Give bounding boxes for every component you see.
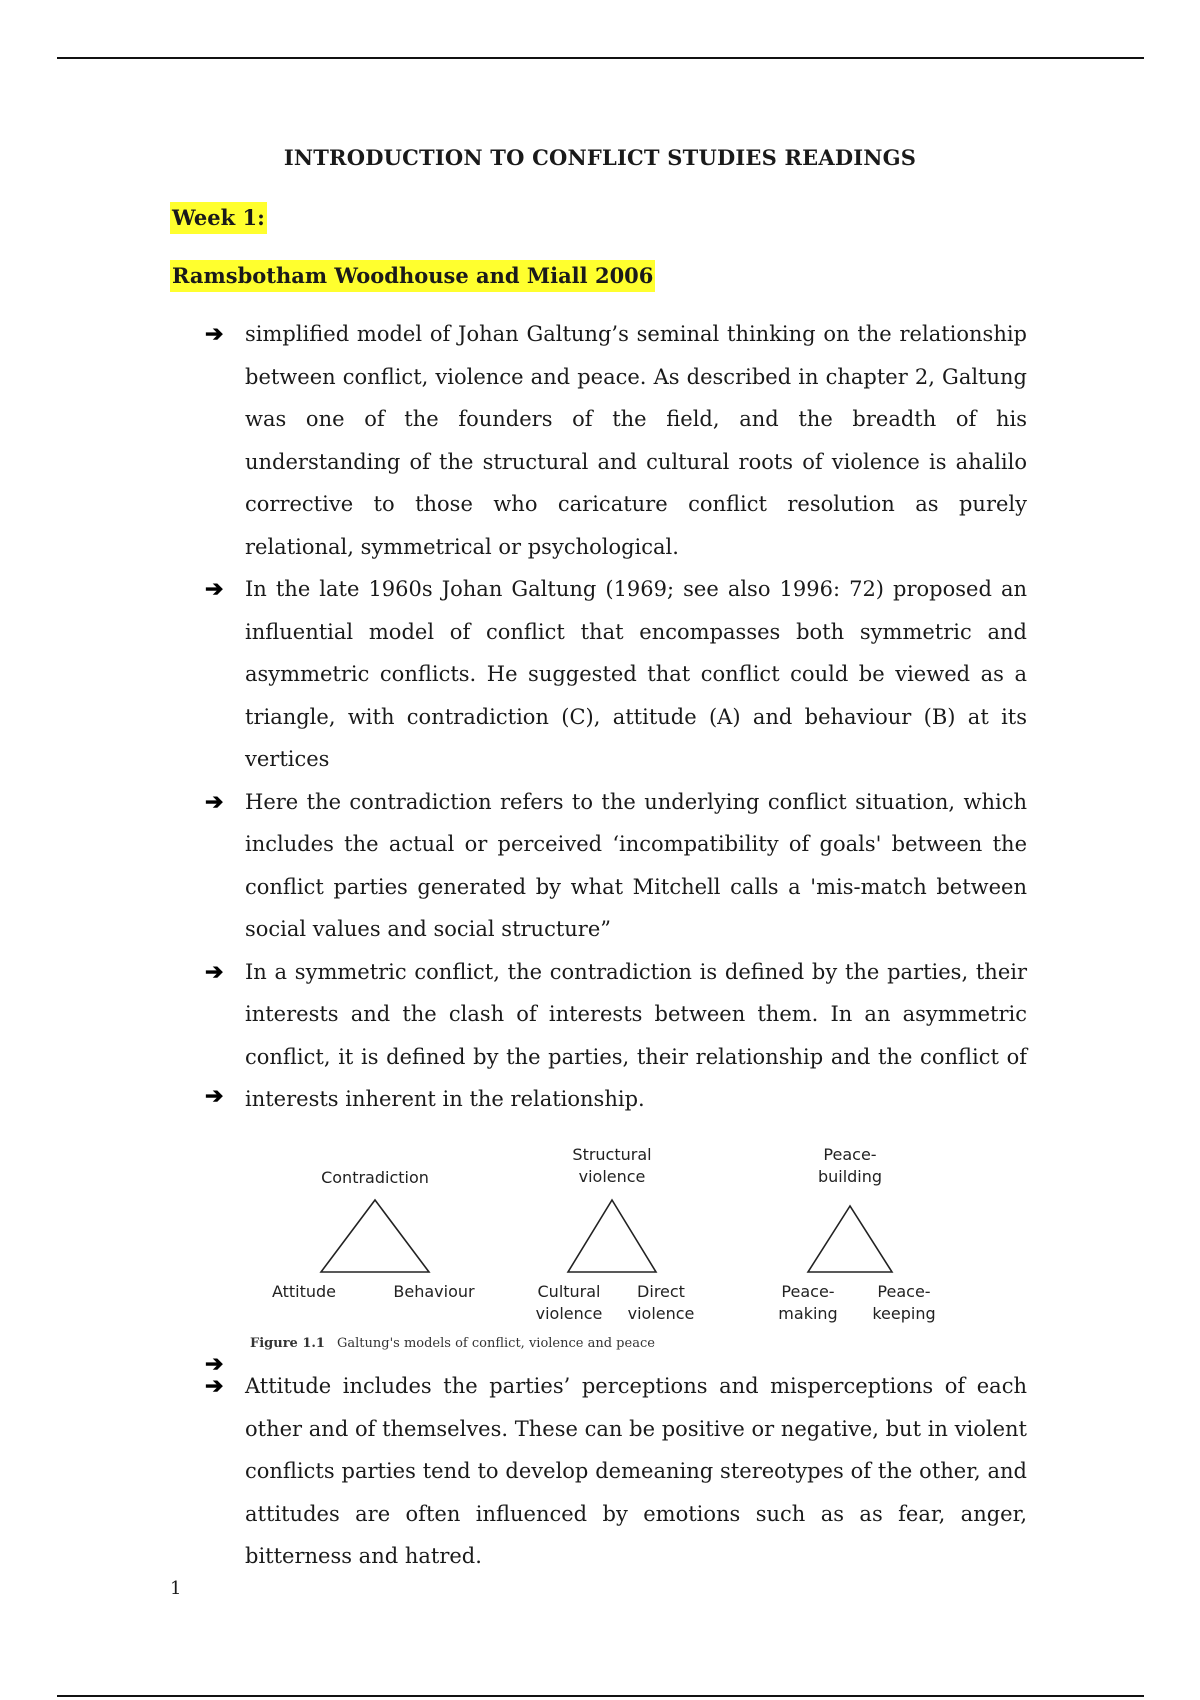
vertex-label-right: Peace- — [877, 1282, 931, 1301]
vertex-label-left-line2: making — [778, 1304, 838, 1323]
bullet-list-attitude — [205, 1365, 1027, 1578]
galtung-triangles-diagram — [242, 1135, 942, 1355]
document-title: INTRODUCTION TO CONFLICT STUDIES READINGS — [283, 145, 917, 170]
figure-caption-label: Figure 1.1 — [250, 1336, 325, 1351]
page-number: 1 — [170, 1578, 182, 1599]
vertex-label-top: Contradiction — [321, 1168, 429, 1187]
bullet-list — [205, 313, 1027, 1121]
bullet-text: Attitude includes the parties’ perceptions and misperceptions of each other and of themselves. These can be positive or negative, but in violent conflicts parties tend to develop demeaning stereotypes of the other, and attitudes are often influenced by emotions such as as fear, anger, bitterness and hatred. — [245, 1374, 1027, 1568]
week-heading: Week 1: — [170, 202, 267, 234]
vertex-label-right: Direct — [637, 1282, 685, 1301]
triangle-conflict — [272, 1168, 475, 1301]
bullet-text: In a symmetric conflict, the contradiction is defined by the parties, their interests and the clash of interests between them. In an asymmetric conflict, it is defined by the parties, their relationship and the conflict of interests inherent in the relationship. — [245, 959, 1027, 1111]
triangle-violence — [536, 1145, 695, 1323]
arrow-bullet-icon: ➔ — [205, 1083, 224, 1109]
bullet-text: Here the contradiction refers to the underlying conflict situation, which includes the actual or perceived ‘incompatibility of goals' between the conflict parties generated by what Mitchell calls a 'mis-match between social values and social structure” — [245, 789, 1027, 941]
vertex-label-top: Peace- — [823, 1145, 877, 1164]
triangle-shape — [321, 1200, 429, 1272]
vertex-label-left: Cultural — [537, 1282, 601, 1301]
arrow-bullet-icon: ➔ — [205, 788, 224, 815]
vertex-label-top-line2: violence — [578, 1167, 646, 1186]
galtung-figure — [242, 1135, 942, 1355]
triangle-shape — [568, 1200, 656, 1272]
list-item — [205, 781, 1027, 951]
figure-caption-text: Galtung's models of conflict, violence and peace — [337, 1336, 655, 1351]
vertex-label-top-line2: building — [817, 1167, 883, 1186]
bullet-text: simplified model of Johan Galtung’s seminal thinking on the relationship between conflict, violence and peace. As described in chapter 2, Galtung was one of the founders of the field, and the breadth of his understanding of the structural and cultural roots of violence is ahalilo corrective to those who caricature conflict resolution as purely relational, symmetrical or psychological. — [245, 322, 1027, 559]
arrow-bullet-icon: ➔ — [205, 1351, 224, 1377]
list-item — [205, 313, 1027, 568]
top-rule — [57, 57, 1144, 59]
arrow-bullet-icon: ➔ — [205, 958, 224, 985]
vertex-label-right-line2: keeping — [872, 1304, 936, 1323]
vertex-label-left: Peace- — [781, 1282, 835, 1301]
triangle-peace — [778, 1145, 935, 1323]
list-item-empty — [205, 1075, 1027, 1118]
vertex-label-left: Attitude — [271, 1282, 337, 1301]
list-item — [205, 1365, 1027, 1578]
vertex-label-right-line2: violence — [627, 1304, 695, 1323]
bullet-text: In the late 1960s Johan Galtung (1969; see also 1996: 72) proposed an influential model of conflict that encompasses both symmetric and asymmetric conflicts. He suggested that conflict could be viewed as a triangle, with contradiction (C), attitude (A) and behaviour (B) at its vertices — [245, 577, 1027, 771]
bullet-list-empty — [205, 1075, 1027, 1118]
triangle-shape — [808, 1206, 892, 1272]
source-heading: Ramsbotham Woodhouse and Miall 2006 — [170, 260, 655, 292]
list-item — [205, 568, 1027, 781]
bottom-rule — [57, 1695, 1144, 1697]
arrow-bullet-icon: ➔ — [205, 1373, 224, 1399]
arrow-bullet-icon: ➔ — [205, 576, 224, 602]
vertex-label-left-line2: violence — [535, 1304, 603, 1323]
arrow-bullet-icon: ➔ — [205, 321, 224, 347]
vertex-label-top: Structural — [572, 1145, 652, 1164]
vertex-label-right: Behaviour — [393, 1282, 475, 1301]
